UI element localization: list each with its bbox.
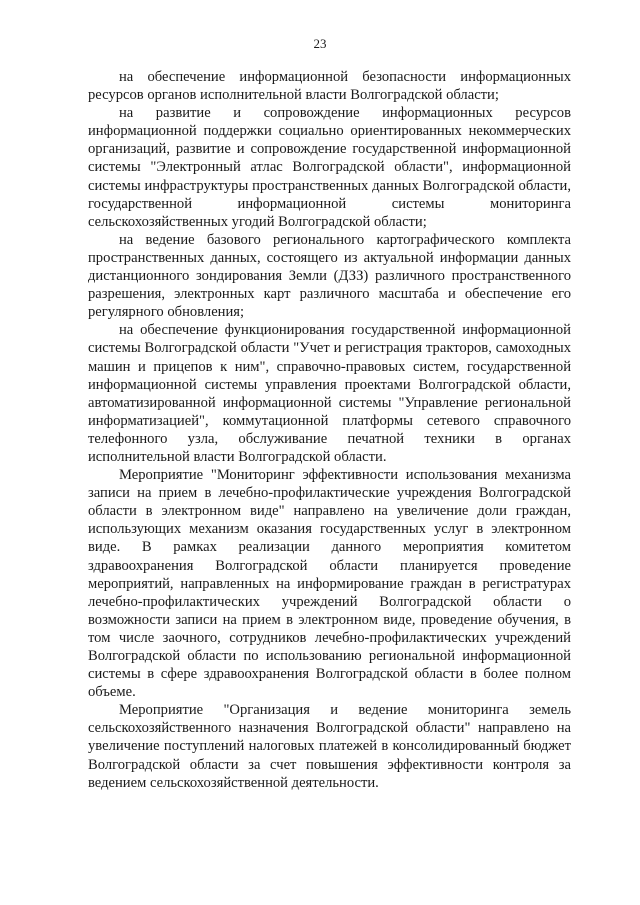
paragraph-agricultural-lands: Мероприятие "Организация и ведение мониторинга земель сельскохозяйственного назначения Волгоградской области" направлено на увеличение поступлений налоговых платежей в консолидированный бюджет Волгоградской области за счет повышения эффективности контроля за ведением сельскохозяйственной деятельности. [88,702,571,791]
paragraph-information-security: на обеспечение информационной безопасности информационных ресурсов органов исполнительной власти Волгоградской области; [88,69,571,104]
paragraph-information-resources: на развитие и сопровождение информационных ресурсов информационной поддержки социально ориентированных некоммерческих организаций, развитие и сопровождение государственной информационной системы "Электронный атлас Волгоградской области", информационной системы инфраструктуры пространственных данных Волгоградской области, государственной информационной системы мониторинга сельскохозяйственных угодий Волгоградской области; [88,105,571,230]
document-body [88,68,571,792]
paragraph-healthcare-monitoring: Мероприятие "Мониторинг эффективности использования механизма записи на прием в лечебно-профилактические учреждения Волгоградской области в электронном виде" направлено на увеличение доли граждан, использующих механизм оказания государственных услуг в электронном виде. В рамках реализации данного мероприятия комитетом здравоохранения Волгоградской области планируется проведение мероприятий, направленных на информирование граждан в регистратурах лечебно-профилактических учреждений Волгоградской области о возможности записи на прием в электронном виде, проведение обучения, в том числе заочного, сотрудников лечебно-профилактических учреждений Волгоградской области по использованию региональной информационной системы в сфере здравоохранения Волгоградской области в более полном объеме. [88,467,571,701]
page-number: 23 [313,36,327,51]
paragraph-systems-operation: на обеспечение функционирования государственной информационной системы Волгоградской области "Учет и регистрация тракторов, самоходных машин и прицепов к ним", справочно-правовых систем, государственной информационной системы управления проектами Волгоградской области, автоматизированной информационной системы "Управление региональной информатизацией", коммутационной платформы сетевого справочного телефонного узла, обслуживание печатной техники в органах исполнительной власти Волгоградской области. [88,322,571,465]
paragraph-cartographic-set: на ведение базового регионального картографического комплекта пространственных данных, состоящего из актуальной информации данных дистанционного зондирования Земли (ДЗЗ) различного пространственного разрешения, электронных карт различного масштаба и обеспечение его регулярного обновления; [88,231,571,321]
